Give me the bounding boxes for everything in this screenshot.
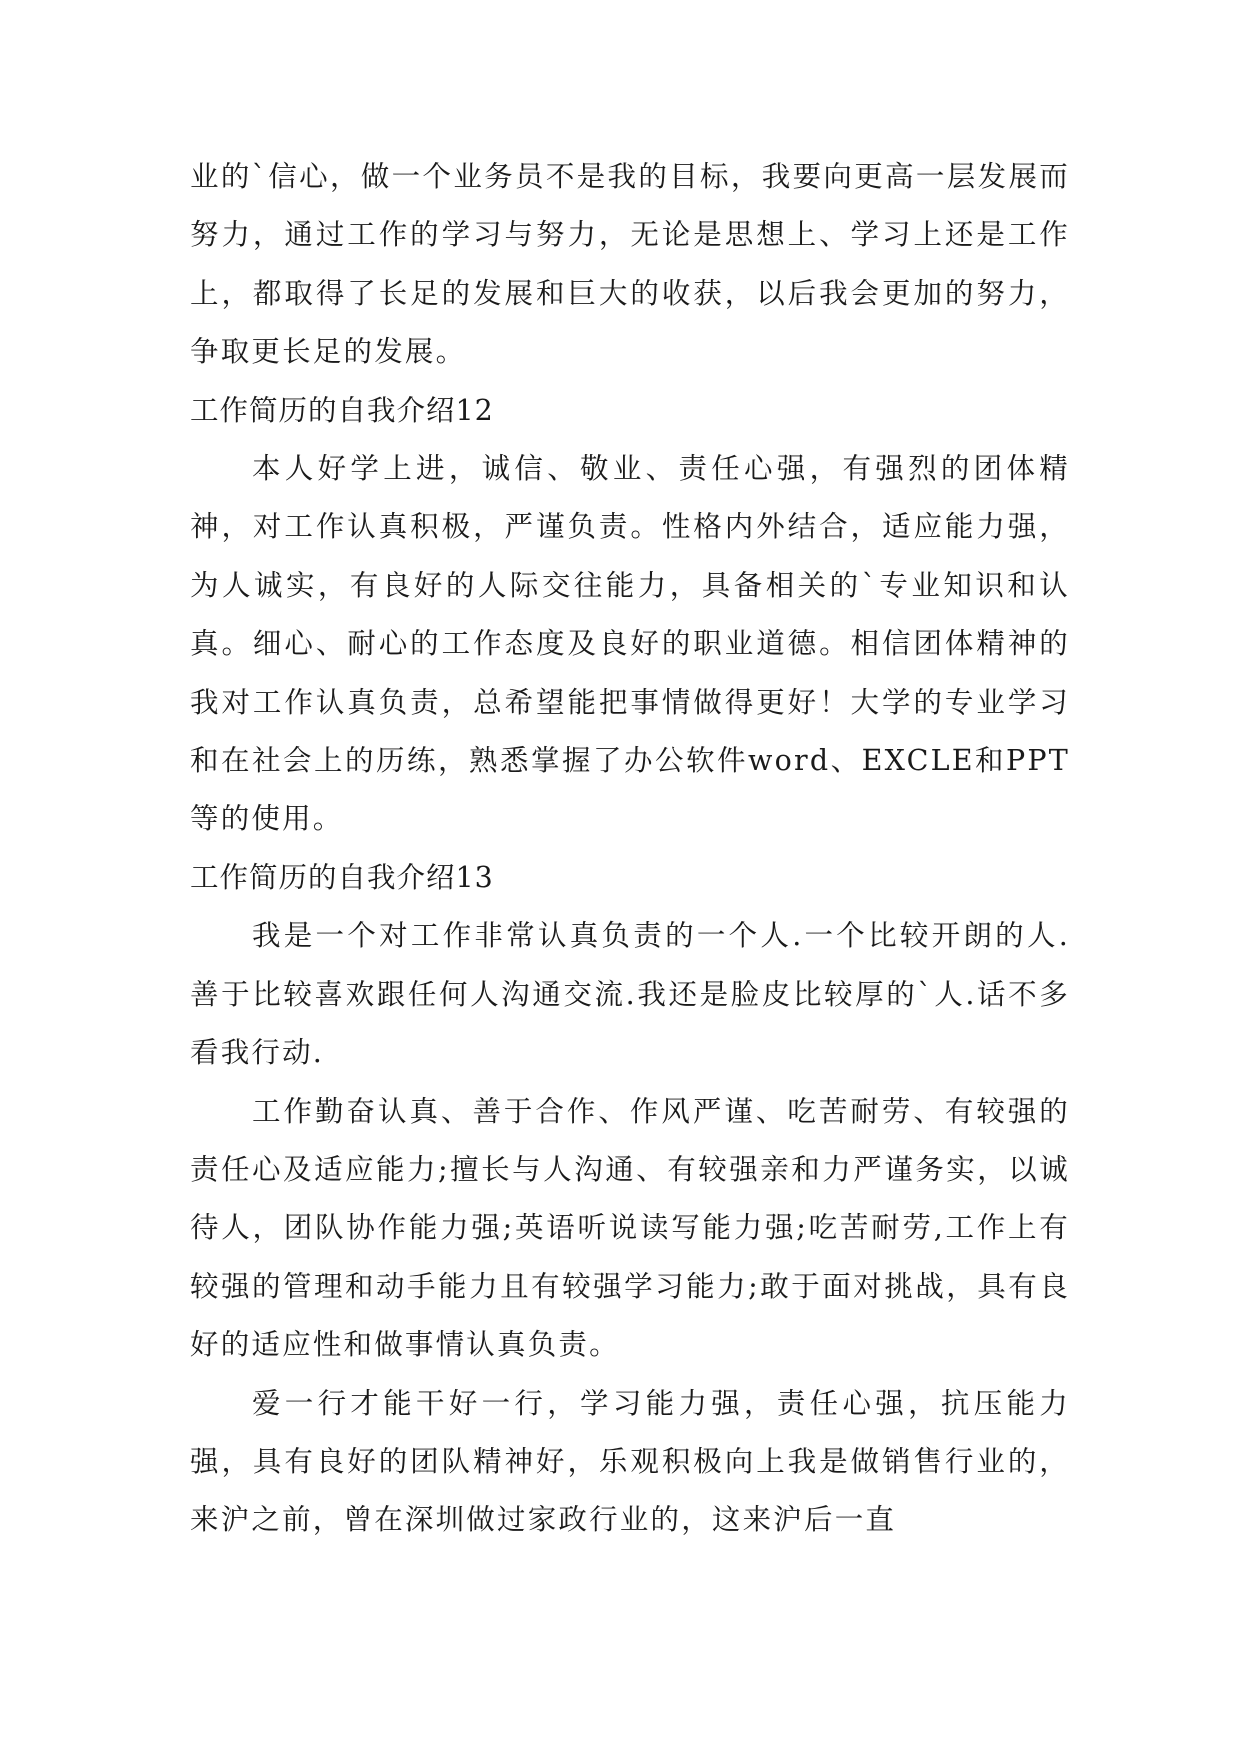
section-heading-13: 工作简历的自我介绍13 — [190, 860, 494, 894]
paragraph-self-intro-12: 本人好学上进，诚信、敬业、责任心强，有强烈的团体精神，对工作认真积极，严谨负责。性格内外结合，适应能力强，为人诚实，有良好的人际交往能力，具备相关的`专业知识和认真。细心、耐心的工作态度及良好的职业道德。相信团体精神的我对工作认真负责，总希望能把事情做得更好！大学的专业学习和在社会上的历练，熟悉掌握了办公软件word、EXCLE和PPT等的使用。 — [190, 452, 1070, 836]
paragraph-work-attitude: 工作勤奋认真、善于合作、作风严谨、吃苦耐劳、有较强的责任心及适应能力;擅长与人沟通、有较强亲和力严谨务实，以诚待人，团队协作能力强;英语听说读写能力强;吃苦耐劳,工作上有较强的管理和动手能力且有较强学习能力;敢于面对挑战，具有良好的适应性和做事情认真负责。 — [190, 1094, 1070, 1362]
section-heading-12: 工作简历的自我介绍12 — [190, 393, 494, 427]
paragraph-personality: 我是一个对工作非常认真负责的一个人.一个比较开朗的人.善于比较喜欢跟任何人沟通交流.我还是脸皮比较厚的`人.话不多看我行动. — [190, 919, 1070, 1070]
paragraph-career-goal: 业的`信心，做一个业务员不是我的目标，我要向更高一层发展而努力，通过工作的学习与努力，无论是思想上、学习上还是工作上，都取得了长足的发展和巨大的收获，以后我会更加的努力，争取更长足的发展。 — [190, 160, 1070, 369]
document-page — [190, 148, 1070, 1550]
paragraph-sales-experience: 爱一行才能干好一行，学习能力强，责任心强，抗压能力强，具有良好的团队精神好，乐观积极向上我是做销售行业的，来沪之前，曾在深圳做过家政行业的，这来沪后一直 — [190, 1386, 1070, 1537]
